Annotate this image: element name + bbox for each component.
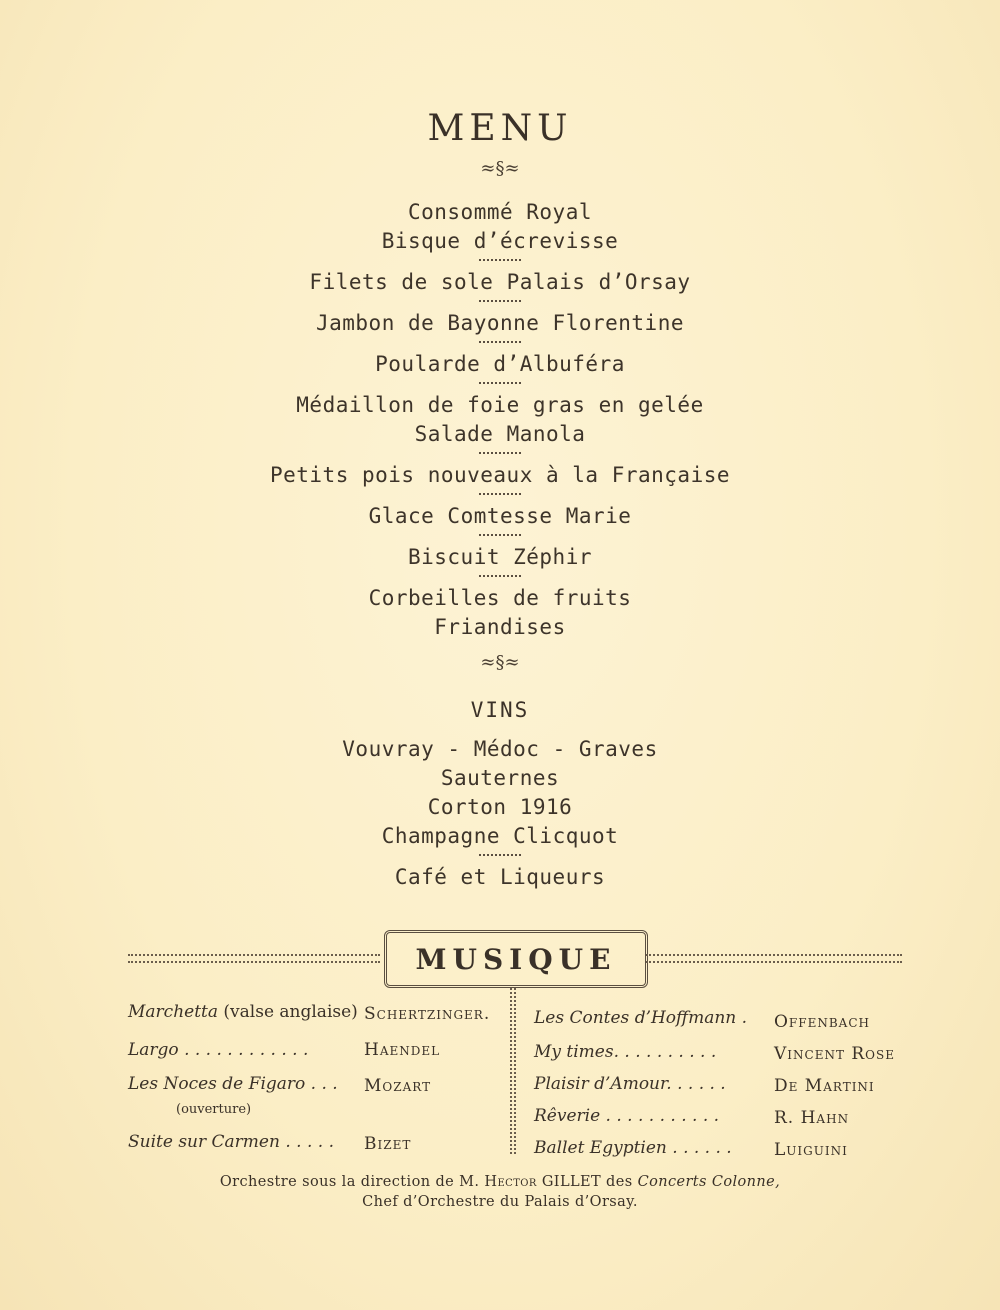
music-program — [128, 1002, 902, 1162]
piece-title: Suite sur Carmen . . . . . — [128, 1132, 334, 1152]
dish-line: Glace Comtesse Marie — [368, 504, 632, 528]
wine-line: Vouvray - Médoc - Graves — [342, 737, 658, 761]
dish-line: Jambon de Bayonne Florentine — [315, 311, 684, 335]
credit-line-1 — [0, 1172, 1000, 1192]
piece-title: Rêverie . . . . . . . . . . . — [534, 1106, 720, 1126]
dotted-separator — [479, 854, 521, 856]
dotted-separator — [479, 382, 521, 384]
piece-title: Largo . . . . . . . . . . . . — [128, 1040, 309, 1060]
dish-line: Poularde d’Albuféra — [375, 352, 625, 376]
credit-text: Orchestre sous la direction de M. — [219, 1174, 480, 1190]
composer-name: R. Hahn — [774, 1108, 850, 1128]
piece-extra: (valse anglaise) — [223, 1002, 358, 1022]
dotted-separator — [479, 534, 521, 536]
dish-line: Médaillon de foie gras en gelée — [296, 393, 704, 417]
piece-note: (ouverture) — [176, 1102, 252, 1117]
credit-line-2: Chef d’Orchestre du Palais d’Orsay. — [362, 1194, 638, 1210]
dotted-separator — [479, 452, 521, 454]
dish-line: Friandises — [434, 615, 566, 639]
piece-title: Les Noces de Figaro . . . — [128, 1074, 338, 1094]
dish-group — [0, 309, 1000, 338]
column-divider — [514, 988, 516, 1154]
composer-name: Schertzinger. — [364, 1004, 491, 1024]
composer-name: Vincent Rose — [774, 1044, 895, 1064]
dish-line: Consommé Royal — [407, 200, 592, 224]
orchestra-credit — [0, 1172, 1000, 1212]
piece-title — [128, 1002, 358, 1022]
orchestra-name: Concerts Colonne, — [637, 1174, 781, 1190]
piece-title: Ballet Egyptien . . . . . . — [534, 1138, 732, 1158]
composer-name: Offenbach — [774, 1012, 870, 1032]
conductor-first-name: Hector — [484, 1174, 537, 1190]
ornament-middle: ≈§≈ — [480, 652, 520, 673]
dish-line: Salade Manola — [414, 422, 586, 446]
composer-name: De Martini — [774, 1076, 875, 1096]
composer-name: Bizet — [364, 1134, 412, 1154]
dotted-separator — [479, 259, 521, 261]
wine-line: Corton 1916 — [427, 795, 573, 819]
dish-group — [0, 584, 1000, 642]
dish-list — [0, 198, 1000, 642]
dish-group — [0, 198, 1000, 256]
dish-group — [0, 543, 1000, 572]
dotted-separator — [479, 575, 521, 577]
piece-title: Les Contes d’Hoffmann . — [534, 1008, 748, 1028]
composer-name: Mozart — [364, 1076, 432, 1096]
dish-line: Filets de sole Palais d’Orsay — [309, 270, 691, 294]
dish-group — [0, 391, 1000, 449]
dish-line: Biscuit Zéphir — [407, 545, 592, 569]
composer-name: Haendel — [364, 1040, 441, 1060]
dish-line: Corbeilles de fruits — [368, 586, 632, 610]
wine-list — [0, 735, 1000, 892]
dish-line: Petits pois nouveaux à la Française — [269, 463, 730, 487]
cafe-line: Café et Liqueurs — [394, 865, 606, 889]
dish-line: Bisque d’écrevisse — [381, 229, 619, 253]
menu-title: MENU — [427, 108, 573, 149]
wine-line: Sauternes — [440, 766, 560, 790]
piece-name: Marchetta — [128, 1002, 218, 1022]
vins-title: VINS — [470, 698, 530, 722]
dish-group — [0, 502, 1000, 531]
conductor-surname: GILLET des — [541, 1174, 633, 1190]
musique-title: MUSIQUE — [415, 942, 617, 976]
piece-title: My times. . . . . . . . . . — [534, 1042, 717, 1062]
dish-group — [0, 350, 1000, 379]
ornament-top: ≈§≈ — [480, 158, 520, 179]
dotted-separator — [479, 493, 521, 495]
piece-title: Plaisir d’Amour. . . . . . — [534, 1074, 726, 1094]
dish-group — [0, 461, 1000, 490]
dish-group — [0, 268, 1000, 297]
banner-rule-right — [646, 954, 902, 963]
column-divider — [510, 988, 512, 1154]
composer-name: Luiguini — [774, 1140, 848, 1160]
musique-banner — [128, 930, 902, 986]
banner-rule-left — [128, 954, 380, 963]
musique-box — [384, 930, 648, 988]
dotted-separator — [479, 300, 521, 302]
wine-line: Champagne Clicquot — [381, 824, 619, 848]
dotted-separator — [479, 341, 521, 343]
